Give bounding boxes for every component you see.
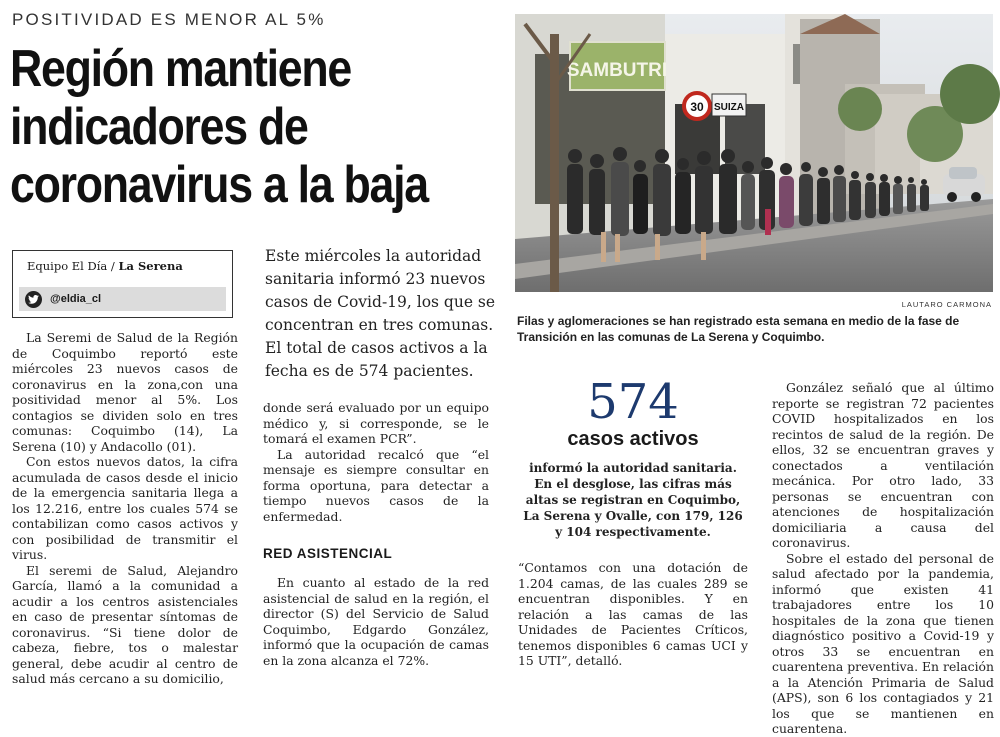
byline bbox=[27, 259, 183, 273]
shop-sign-suiza: SUIZA bbox=[714, 102, 744, 113]
byline-separator: / bbox=[110, 259, 115, 273]
body-paragraph: donde será evaluado por un equipo médico y, si corresponde, se le tomará el examen PCR”. bbox=[263, 400, 489, 446]
body-column-4 bbox=[772, 380, 994, 737]
body-column-2b bbox=[263, 575, 489, 668]
twitter-handle[interactable]: @eldia_cl bbox=[50, 293, 102, 305]
byline-location: La Serena bbox=[118, 259, 183, 273]
body-paragraph: En cuanto al estado de la red asistencial de salud en la región, el director (S) del Servicio de Salud Coquimbo, Edgardo González, informó que la ocupación de camas en la zona alcanza el 72%. bbox=[263, 575, 489, 668]
body-paragraph: La Seremi de Salud de la Región de Coquimbo reportó este miércoles 23 nuevos casos de coronavirus en la zona,con una positividad menor al 5%. Los contagios se dividen solo en tres comunas: Coquimbo (14), La Serena (10) y Andacollo (01). bbox=[12, 330, 238, 454]
photo-caption: Filas y aglomeraciones se han registrado esta semana en medio de la fase de Transición en las comunas de La Serena y Coquimbo. bbox=[517, 314, 960, 344]
street-photo bbox=[515, 14, 993, 292]
photo-credit: LAUTARO CARMONA bbox=[901, 300, 992, 309]
speed-sign-text: 30 bbox=[690, 100, 704, 114]
body-column-2 bbox=[263, 400, 489, 524]
stat-description: informó la autoridad sanitaria. En el desglose, las cifras más altas se registran en Coquimbo, La Serena y Ovalle, con 179, 126 y 104 respectivamente. bbox=[523, 461, 743, 539]
body-paragraph: Con estos nuevos datos, la cifra acumulada de casos desde el inicio de la emergencia sanitaria llega a los 12.216, entre los cuales 574 se contabilizan como casos activos y con posibilidad de transmitir el virus. bbox=[12, 454, 238, 562]
body-column-3: “Contamos con una dotación de 1.204 camas, de las cuales 289 se encuentran disponibles. Y en relación a las camas de las Unidades de Pacientes Críticos, tenemos disponibles 6 camas UCI y 15 UTI”, detalló. bbox=[518, 560, 748, 668]
stat-label: casos activos bbox=[567, 428, 699, 450]
body-paragraph: González señaló que al último reporte se registran 72 pacientes COVID hospitalizados en los recintos de salud de la región. De ellos, 32 se encuentran graves y conectados a ventilación mecánica. Por otro lado, 33 personas se encuentran con atenciones de hospitalización domiciliaria a causa del coronavirus. bbox=[772, 380, 994, 550]
byline-box bbox=[12, 250, 233, 318]
shop-sign-text: SAMBUTRI bbox=[566, 60, 668, 81]
section-subhead: RED ASISTENCIAL bbox=[263, 546, 393, 561]
body-paragraph: La autoridad recalcó que “el mensaje es siempre consultar en forma oportuna, para detectar a tiempo nuevos casos de la enfermedad. bbox=[263, 446, 489, 524]
twitter-bird-icon bbox=[25, 291, 42, 308]
lead-paragraph: Este miércoles la autoridad sanitaria informó 23 nuevos casos de Covid-19, los que se concentran en tres comunas. El total de casos activos a la fecha es de 574 pacientes. bbox=[265, 247, 496, 380]
body-column-1 bbox=[12, 330, 238, 687]
body-paragraph: Sobre el estado del personal de salud afectado por la pandemia, informó que existen 41 trabajadores entre los 10 hospitales de la zona que tienen diagnóstico positivo a Covid-19 y otros 33 se encuentran en cuarentena preventiva. En relación a la Atención Primaria de Salud (APS), son 6 los contagiados y 21 los que se mantienen en cuarentena. bbox=[772, 550, 994, 736]
street-photo-illustration bbox=[515, 14, 993, 292]
kicker: POSITIVIDAD ES MENOR AL 5% bbox=[12, 10, 326, 29]
twitter-bar[interactable] bbox=[19, 287, 226, 311]
body-paragraph: El seremi de Salud, Alejandro García, llamó a la comunidad a acudir a los centros asistenciales en caso de presentar síntomas de coronavirus. “Si tiene dolor de cabeza, fiebre, tos o malestar general, debe acudir al centro de salud más cercano a su domicilio, bbox=[12, 562, 238, 686]
stat-number: 574 bbox=[587, 374, 679, 430]
headline: Región mantiene indicadores de coronavirus a la baja bbox=[10, 40, 428, 214]
byline-author: Equipo El Día bbox=[27, 259, 108, 273]
